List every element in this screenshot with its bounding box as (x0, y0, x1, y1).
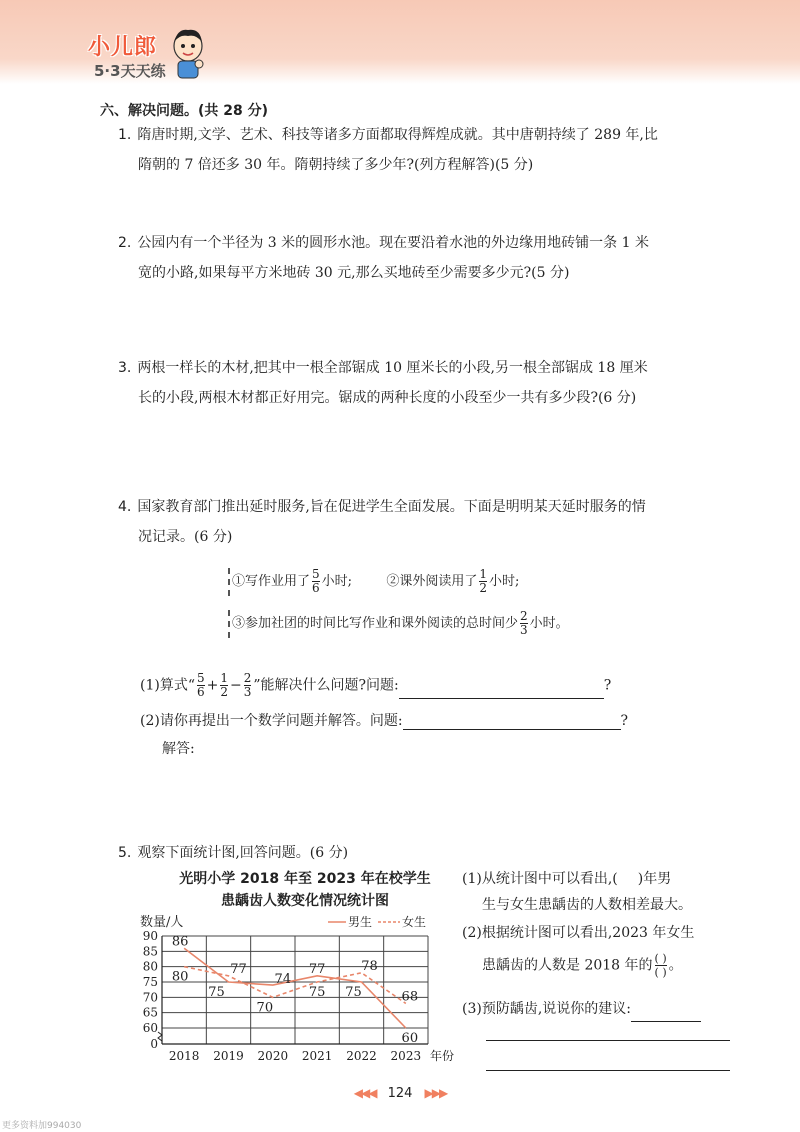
sub-question-text: 患龋齿的人数是 2018 年的 (482, 957, 653, 974)
question-2 (118, 228, 738, 288)
dashed-divider (228, 610, 230, 638)
fraction (220, 672, 228, 699)
y-tick-label: 85 (142, 944, 158, 959)
record-info-box (228, 562, 628, 652)
operator: + (206, 677, 219, 694)
data-label-girls: 75 (308, 985, 326, 1000)
record-line-1 (232, 568, 519, 595)
axis-break-icon (158, 1032, 162, 1041)
numerator: 5 (312, 567, 320, 581)
chart-title-line-2: 患龋齿人数变化情况统计图 (221, 893, 389, 909)
fraction (197, 672, 205, 699)
record-text: ②课外阅读用了 (386, 574, 478, 589)
denominator: 2 (479, 581, 487, 595)
question-5 (118, 838, 738, 868)
data-label-girls: 70 (256, 1000, 274, 1016)
sub-question-text: (2)根据统计图可以看出,2023 年女生 (462, 925, 695, 941)
y-tick-label: 65 (142, 1005, 158, 1020)
sub-question-text: ? (620, 713, 629, 729)
sub-question-5-3 (462, 996, 752, 1022)
question-text: 隋唐时期,文学、艺术、科技等诸多方面都取得辉煌成就。其中唐朝持续了 289 年,比 (137, 127, 658, 143)
sub-question-text: )年男 (637, 871, 672, 887)
data-label-boys: 75 (345, 985, 362, 1000)
sub-question-text: (1)算式“ (140, 677, 195, 694)
chart-title-line-1: 光明小学 2018 年至 2023 年在校学生 (179, 871, 431, 887)
y-tick-label: 90 (142, 929, 158, 943)
sub-question-5-1 (462, 866, 752, 918)
numerator: ( ) (654, 952, 667, 965)
y-tick-label: 0 (150, 1037, 158, 1051)
record-line-2 (232, 610, 569, 637)
answer-blank[interactable] (403, 713, 621, 730)
question-text: 国家教育部门推出延时服务,旨在促进学生全面发展。下面是明明某天延时服务的情 (137, 499, 646, 515)
question-text: 观察下面统计图,回答问题。(6 分) (137, 845, 349, 861)
denominator: ( ) (654, 966, 667, 979)
record-text: 小时; (488, 574, 520, 589)
fraction (479, 568, 487, 595)
logo-subtitle: 5·3天天练 (94, 62, 166, 80)
question-text: 长的小段,两根木材都正好用完。锯成的两种长度的小段至少一共有多少段?(6 分) (138, 390, 637, 406)
sub-question-text: ? (603, 677, 612, 694)
question-number: 5. (118, 845, 132, 861)
data-label-boys: 60 (401, 1031, 419, 1046)
logo-title: 小儿郎 (88, 35, 158, 60)
sub-question-4-2 (140, 710, 628, 730)
section-title: 六、解决问题。(共 28 分) (100, 103, 269, 119)
question-number: 1. (118, 127, 132, 143)
sub-question-text: 生与女生患龋齿的人数相差最大。 (482, 897, 692, 913)
y-axis-label: 数量/人 (140, 915, 184, 930)
sub-question-text: (3)预防龋齿,说说你的建议: (462, 1001, 631, 1017)
left-arrows-icon: ◀◀◀ (353, 1086, 376, 1100)
x-tick-label: 2022 (346, 1049, 377, 1063)
x-tick-label: 2020 (257, 1049, 289, 1063)
sub-question-text: 。 (668, 957, 683, 974)
answer-line[interactable] (486, 1070, 730, 1071)
numerator: 1 (220, 671, 229, 685)
page-footer (0, 1086, 800, 1101)
x-axis-label: 年份 (430, 1049, 455, 1063)
denominator: 3 (243, 685, 252, 699)
record-text: ③参加社团的时间比写作业和课外阅读的总时间少 (232, 616, 519, 631)
watermark: 更多资料加994030 (2, 1121, 82, 1131)
line-chart (138, 908, 456, 1068)
sub-question-text: (2)请你再提出一个数学问题并解答。问题: (140, 713, 403, 729)
data-label-boys: 75 (208, 985, 225, 1000)
legend-label-boys: 男生 (348, 915, 373, 929)
answer-blank[interactable] (399, 682, 604, 699)
question-number: 2. (118, 235, 132, 251)
sub-question-text: ”能解决什么问题?问题: (253, 677, 399, 694)
dashed-divider (228, 568, 230, 596)
data-label-girls: 77 (230, 961, 247, 977)
fraction (520, 610, 528, 637)
sub-question-4-1 (140, 672, 611, 699)
question-text: 宽的小路,如果每平方米地砖 30 元,那么买地砖至少需要多少元?(5 分) (138, 265, 570, 281)
y-tick-label: 60 (142, 1021, 158, 1035)
page-number: 124 (387, 1086, 413, 1101)
numerator: 2 (243, 671, 252, 685)
question-text: 隋朝的 7 倍还多 30 年。隋朝持续了多少年?(列方程解答)(5 分) (138, 157, 534, 173)
question-1 (118, 120, 738, 180)
record-text: 小时。 (529, 616, 569, 631)
denominator: 2 (220, 685, 229, 699)
x-tick-label: 2019 (213, 1049, 244, 1063)
question-text: 公园内有一个半径为 3 米的圆形水池。现在要沿着水池的外边缘用地砖铺一条 1 米 (137, 235, 649, 251)
answer-label: 解答: (162, 741, 195, 757)
operator: − (230, 677, 242, 694)
question-4 (118, 492, 738, 552)
data-label-girls: 78 (361, 958, 378, 974)
x-tick-label: 2018 (168, 1049, 200, 1063)
sub-question-text: (1)从统计图中可以看出,( (462, 871, 618, 887)
question-text: 两根一样长的木材,把其中一根全部锯成 10 厘米长的小段,另一根全部锯成 18 厘米 (137, 360, 648, 376)
x-tick-label: 2023 (390, 1049, 422, 1063)
numerator: 1 (479, 567, 487, 581)
y-tick-label: 70 (142, 990, 158, 1005)
record-text: 小时; (321, 574, 353, 589)
y-tick-label: 80 (142, 959, 158, 974)
fraction-blank[interactable] (655, 952, 667, 979)
numerator: 2 (520, 609, 528, 623)
denominator: 6 (312, 581, 320, 595)
legend-label-girls: 女生 (402, 915, 427, 929)
x-tick-label: 2021 (301, 1049, 333, 1063)
answer-line[interactable] (486, 1040, 730, 1041)
sub-question-5-2 (462, 920, 752, 979)
data-label-girls: 80 (171, 969, 189, 985)
record-text: ①写作业用了 (232, 574, 311, 589)
question-number: 4. (118, 499, 132, 515)
question-number: 3. (118, 360, 132, 376)
data-label-boys: 86 (171, 934, 189, 950)
data-label-boys: 77 (308, 961, 326, 977)
answer-blank[interactable] (631, 1005, 701, 1022)
question-text: 况记录。(6 分) (138, 529, 233, 545)
question-3 (118, 353, 738, 413)
fraction (244, 672, 252, 699)
denominator: 3 (520, 623, 528, 637)
y-tick-label: 75 (142, 975, 158, 989)
mascot-boy-icon (170, 26, 206, 80)
data-label-girls: 68 (401, 989, 419, 1005)
data-label-boys: 74 (274, 972, 292, 988)
fraction (312, 568, 320, 595)
denominator: 6 (197, 685, 205, 699)
numerator: 5 (197, 671, 205, 685)
right-arrows-icon: ▶▶▶ (424, 1086, 447, 1100)
